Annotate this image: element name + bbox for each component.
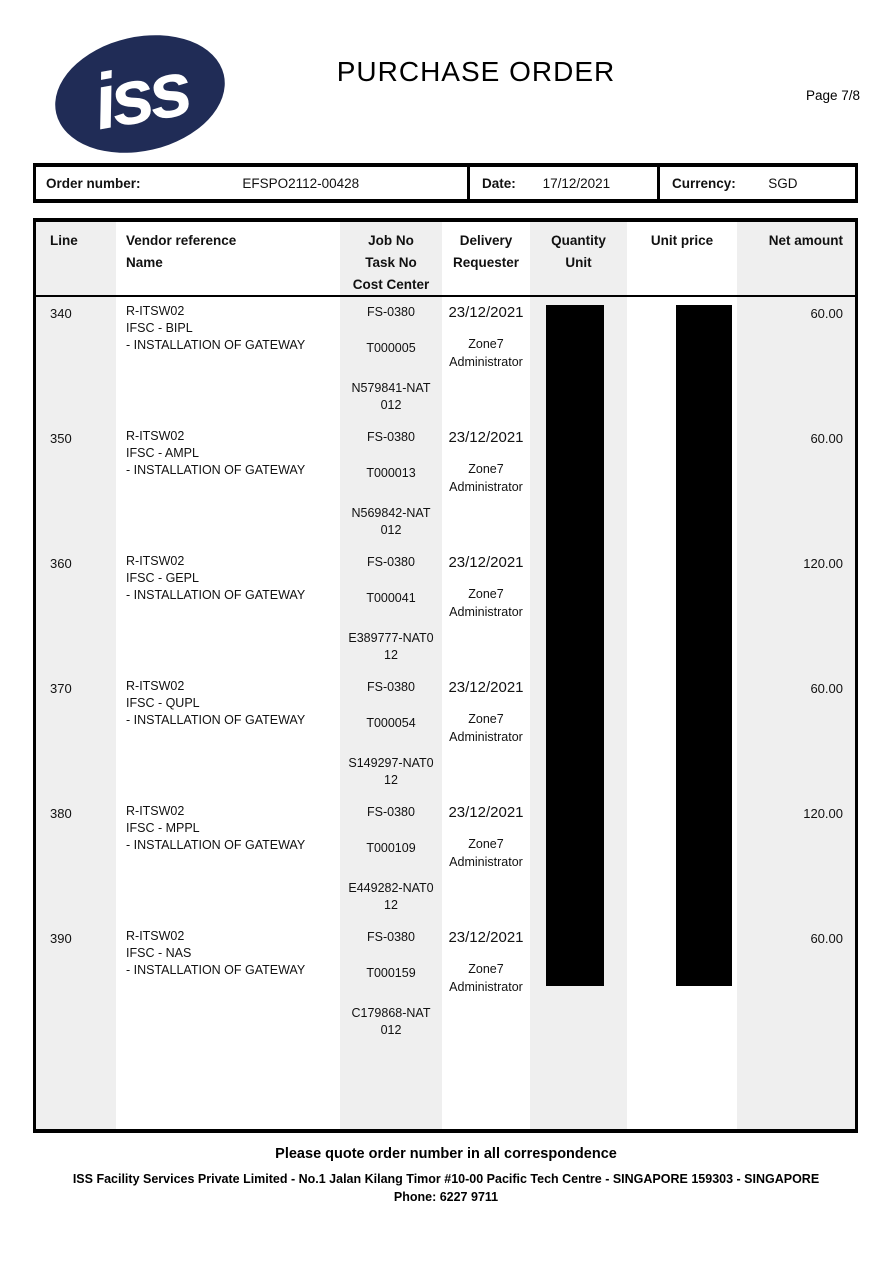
col-header-delivery-line2: Requester — [452, 255, 520, 270]
requester-line2: Administrator — [449, 480, 523, 494]
table-row — [36, 672, 855, 797]
requester-line2: Administrator — [449, 730, 523, 744]
cost-center-line1: E389777-NAT0 — [348, 631, 434, 645]
vendor-description: - INSTALLATION OF GATEWAY — [126, 963, 306, 977]
redaction-bar-unit-price — [676, 305, 732, 986]
vendor-name: IFSC - QUPL — [126, 696, 200, 710]
task-no: T000159 — [366, 966, 416, 980]
col-header-unit-price: Unit price — [650, 233, 714, 248]
col-header-quantity-line2: Unit — [565, 255, 592, 270]
net-amount: 60.00 — [810, 931, 843, 946]
delivery-cell — [442, 297, 530, 422]
line-number: 380 — [50, 806, 72, 821]
page-title: PURCHASE ORDER — [336, 56, 616, 87]
delivery-date: 23/12/2021 — [448, 679, 524, 696]
line-number: 360 — [50, 556, 72, 571]
cost-center-line2: 12 — [384, 648, 398, 662]
delivery-date: 23/12/2021 — [448, 304, 524, 321]
cost-center — [340, 1005, 442, 1039]
vendor-name: IFSC - AMPL — [126, 446, 199, 460]
currency-value: SGD — [768, 175, 798, 191]
cost-center-line2: 012 — [380, 1023, 402, 1037]
job-cell — [340, 672, 442, 797]
delivery-cell — [442, 547, 530, 672]
requester-line1: Zone7 — [468, 587, 504, 601]
vendor-cell — [116, 422, 340, 547]
cost-center-line1: N569842-NAT — [351, 506, 431, 520]
col-header-delivery — [442, 222, 530, 296]
line-number: 350 — [50, 431, 72, 446]
requester — [442, 835, 530, 871]
requester-line1: Zone7 — [468, 837, 504, 851]
col-header-job-line2: Task No — [365, 255, 417, 270]
line-number: 370 — [50, 681, 72, 696]
job-no: FS-0380 — [367, 430, 415, 444]
task-no: T000054 — [366, 716, 416, 730]
cost-center — [340, 380, 442, 414]
requester — [442, 585, 530, 621]
col-header-delivery-line1: Delivery — [459, 233, 513, 248]
cost-center-line1: E449282-NAT0 — [348, 881, 434, 895]
vendor-reference: R-ITSW02 — [126, 554, 185, 568]
iss-logo-text: iss — [86, 43, 194, 147]
requester — [442, 335, 530, 371]
requester-line2: Administrator — [449, 605, 523, 619]
requester — [442, 460, 530, 496]
net-amount: 60.00 — [810, 681, 843, 696]
requester — [442, 960, 530, 996]
order-info-bar — [33, 163, 858, 203]
table-row — [36, 422, 855, 547]
vendor-cell — [116, 797, 340, 922]
delivery-date: 23/12/2021 — [448, 554, 524, 571]
task-no: T000005 — [366, 341, 416, 355]
currency-cell — [660, 167, 855, 199]
line-number: 390 — [50, 931, 72, 946]
cost-center — [340, 755, 442, 789]
delivery-date: 23/12/2021 — [448, 804, 524, 821]
vendor-name: IFSC - BIPL — [126, 321, 193, 335]
vendor-reference: R-ITSW02 — [126, 804, 185, 818]
vendor-cell — [116, 922, 340, 1047]
col-header-net-amount: Net amount — [768, 233, 843, 248]
col-header-job — [340, 222, 442, 296]
table-row — [36, 922, 855, 1047]
date-label: Date: — [482, 175, 516, 191]
delivery-cell — [442, 922, 530, 1047]
col-header-vendor-line2: Name — [126, 255, 163, 270]
task-no: T000041 — [366, 591, 416, 605]
col-header-job-line1: Job No — [368, 233, 414, 248]
requester-line1: Zone7 — [468, 462, 504, 476]
currency-label: Currency: — [672, 175, 736, 191]
vendor-description: - INSTALLATION OF GATEWAY — [126, 838, 306, 852]
order-number-label: Order number: — [46, 175, 141, 191]
cost-center-line2: 12 — [384, 773, 398, 787]
order-number-cell — [36, 167, 470, 199]
requester-line2: Administrator — [449, 355, 523, 369]
col-header-line: Line — [50, 233, 78, 248]
vendor-reference: R-ITSW02 — [126, 304, 185, 318]
table-row — [36, 547, 855, 672]
line-items-table — [33, 218, 858, 1133]
table-row — [36, 297, 855, 422]
delivery-date: 23/12/2021 — [448, 929, 524, 946]
vendor-description: - INSTALLATION OF GATEWAY — [126, 463, 306, 477]
col-header-quantity-line1: Quantity — [551, 233, 606, 248]
delivery-cell — [442, 672, 530, 797]
redaction-bar-quantity — [546, 305, 604, 986]
job-no: FS-0380 — [367, 930, 415, 944]
requester-line1: Zone7 — [468, 962, 504, 976]
order-date-cell — [470, 167, 660, 199]
footer — [0, 1146, 892, 1204]
net-amount: 60.00 — [810, 431, 843, 446]
vendor-cell — [116, 297, 340, 422]
task-no: T000013 — [366, 466, 416, 480]
job-no: FS-0380 — [367, 680, 415, 694]
cost-center-line2: 12 — [384, 898, 398, 912]
cost-center-line2: 012 — [380, 523, 402, 537]
cost-center-line1: N579841-NAT — [351, 381, 431, 395]
col-header-job-line3: Cost Center — [352, 277, 430, 292]
requester-line2: Administrator — [449, 980, 523, 994]
cost-center-line1: C179868-NAT — [351, 1006, 431, 1020]
job-cell — [340, 297, 442, 422]
footer-phone: Phone: 6227 9711 — [393, 1190, 499, 1204]
job-cell — [340, 797, 442, 922]
iss-logo — [50, 30, 234, 160]
job-cell — [340, 422, 442, 547]
job-no: FS-0380 — [367, 555, 415, 569]
job-cell — [340, 922, 442, 1047]
col-header-vendor-line1: Vendor reference — [126, 233, 237, 248]
table-body — [36, 297, 855, 1047]
line-number: 340 — [50, 306, 72, 321]
table-row — [36, 797, 855, 922]
net-amount: 120.00 — [803, 556, 843, 571]
requester-line2: Administrator — [449, 855, 523, 869]
col-header-vendor — [116, 222, 340, 296]
order-number-value: EFSPO2112-00428 — [242, 175, 360, 191]
job-no: FS-0380 — [367, 805, 415, 819]
vendor-description: - INSTALLATION OF GATEWAY — [126, 588, 306, 602]
delivery-date: 23/12/2021 — [448, 429, 524, 446]
net-amount: 60.00 — [810, 306, 843, 321]
vendor-name: IFSC - MPPL — [126, 821, 200, 835]
iss-logo-graphic — [50, 30, 234, 160]
requester-line1: Zone7 — [468, 337, 504, 351]
requester-line1: Zone7 — [468, 712, 504, 726]
cost-center — [340, 505, 442, 539]
table-header-row — [36, 222, 855, 297]
cost-center-line2: 012 — [380, 398, 402, 412]
cost-center — [340, 880, 442, 914]
date-value: 17/12/2021 — [542, 175, 611, 191]
footer-address: ISS Facility Services Private Limited - No.1 Jalan Kilang Timor #10-00 Pacific Tech Centre - SINGAPORE 159303 - SINGAPORE — [72, 1172, 820, 1186]
vendor-cell — [116, 547, 340, 672]
vendor-name: IFSC - NAS — [126, 946, 192, 960]
job-cell — [340, 547, 442, 672]
delivery-cell — [442, 797, 530, 922]
net-amount: 120.00 — [803, 806, 843, 821]
cost-center-line1: S149297-NAT0 — [348, 756, 434, 770]
vendor-reference: R-ITSW02 — [126, 429, 185, 443]
vendor-cell — [116, 672, 340, 797]
vendor-description: - INSTALLATION OF GATEWAY — [126, 338, 306, 352]
vendor-reference: R-ITSW02 — [126, 929, 185, 943]
vendor-name: IFSC - GEPL — [126, 571, 199, 585]
footer-note: Please quote order number in all correspondence — [275, 1146, 617, 1162]
requester — [442, 710, 530, 746]
delivery-cell — [442, 422, 530, 547]
page-number: Page 7/8 — [805, 88, 860, 103]
cost-center — [340, 630, 442, 664]
task-no: T000109 — [366, 841, 416, 855]
col-header-quantity — [530, 222, 627, 296]
job-no: FS-0380 — [367, 305, 415, 319]
vendor-description: - INSTALLATION OF GATEWAY — [126, 713, 306, 727]
vendor-reference: R-ITSW02 — [126, 679, 185, 693]
